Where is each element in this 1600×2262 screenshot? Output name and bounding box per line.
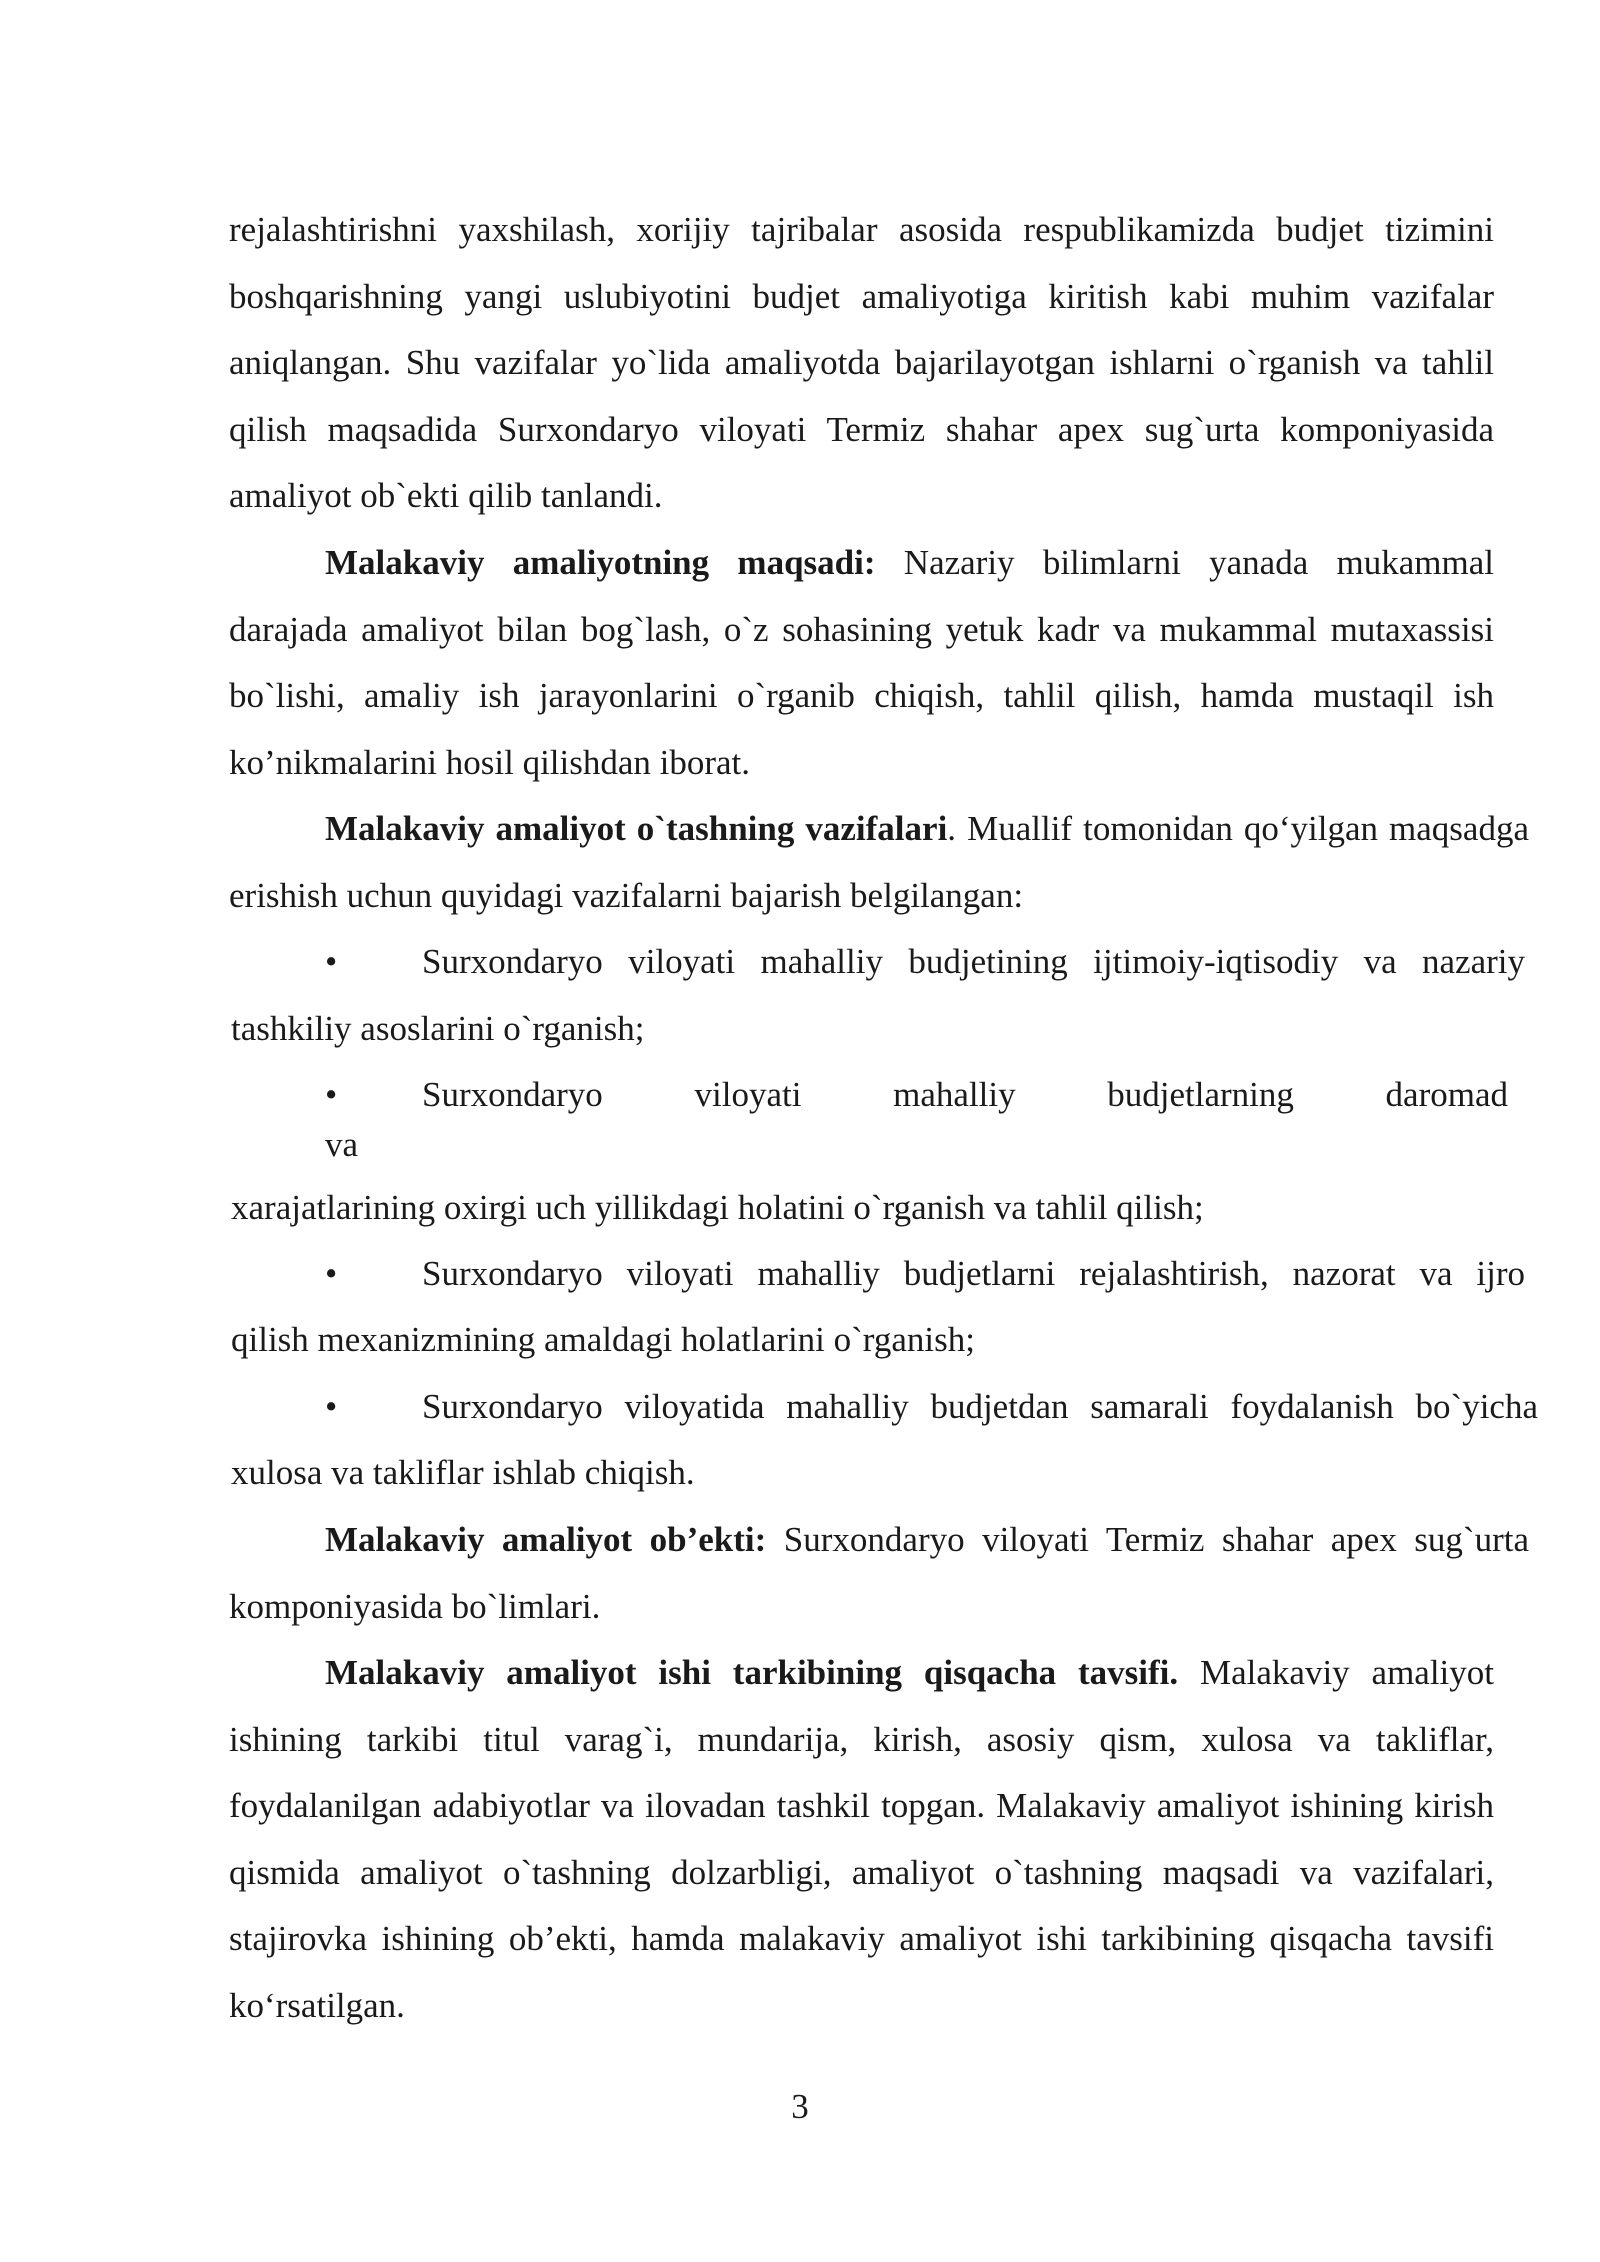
list-item-continuation: xulosa va takliflar ishlab chiqish.	[231, 1453, 695, 1492]
list-item-text: Surxondaryo viloyatida mahalliy budjetdan samarali foydalanish bo`yicha	[422, 1387, 1538, 1426]
object-text: Surxondaryo viloyati Termiz shahar apex sug`urta komponiyasida bo`limlari.	[229, 1520, 1529, 1626]
paragraph-structure	[229, 1640, 1494, 2039]
bullet-marker: •	[325, 1075, 338, 1114]
list-item	[325, 1241, 1525, 1308]
paragraph-tasks	[229, 796, 1529, 929]
tasks-heading: Malakaviy amaliyot o`tashning vazifalari	[325, 809, 948, 848]
page-number: 3	[791, 2087, 809, 2126]
list-item-continuation: tashkiliy asoslarini o`rganish;	[231, 1009, 645, 1048]
purpose-text: Nazariy bilimlarni yanada mukammal darajada amaliyot bilan bog`lash, o`z sohasining yetuk kadr va mukammal mutaxassisi bo`lishi, amaliy ish jarayonlarini o`rganib chiqish, tahlil qilish, hamda mustaqil ish ko’nikmalarini hosil qilishdan iborat.	[229, 543, 1494, 782]
bullet-marker: •	[325, 1254, 338, 1293]
paragraph-intro: rejalashtirishni yaxshilash, xorijiy tajribalar asosida respublikamizda budjet tizimini boshqarishning yangi uslubiyotini budjet amaliyotiga kiritish kabi muhim vazifalar aniqlangan. Shu vazifalar yo`lida amaliyotda bajarilayotgan ishlarni o`rganish va tahlil qilish maqsadida Surxondaryo viloyati Termiz shahar apex sug`urta komponiyasida amaliyot ob`ekti qilib tanlandi.	[229, 210, 1494, 515]
paragraph-object	[229, 1507, 1529, 1640]
list-item-wrap: va	[325, 1125, 359, 1164]
list-item-text: Surxondaryo viloyati mahalliy budjetlarning daromad	[422, 1075, 1508, 1114]
object-heading: Malakaviy amaliyot ob’ekti:	[325, 1520, 767, 1559]
bullet-marker: •	[325, 1387, 338, 1426]
list-item	[325, 1374, 1538, 1441]
tasks-text: . Muallif tomonidan qo‘yilgan maqsadga erishish uchun quyidagi vazifalarni bajarish belgilangan:	[229, 809, 1530, 915]
bullet-marker: •	[325, 942, 338, 981]
list-item-text: Surxondaryo viloyati mahalliy budjetining ijtimoiy-iqtisodiy va nazariy	[422, 942, 1525, 981]
list-item	[325, 929, 1525, 996]
list-item-text: Surxondaryo viloyati mahalliy budjetlarni rejalashtirish, nazorat va ijro	[422, 1254, 1525, 1293]
paragraph-purpose	[229, 530, 1494, 796]
structure-heading: Malakaviy amaliyot ishi tarkibining qisqacha tavsifi.	[325, 1653, 1179, 1692]
purpose-heading: Malakaviy amaliyotning maqsadi:	[325, 543, 876, 582]
structure-text: Malakaviy amaliyot ishining tarkibi titul varag`i, mundarija, kirish, asosiy qism, xulosa va takliflar, foydalanilgan adabiyotlar va ilovadan tashkil topgan. Malakaviy amaliyot ishining kirish qismida amaliyot o`tashning dolzarbligi, amaliyot o`tashning maqsadi va vazifalari, stajirovka ishining ob’ekti, hamda malakaviy amaliyot ishi tarkibining qisqacha tavsifi ko‘rsatilgan.	[229, 1653, 1495, 2025]
list-item-continuation: qilish mexanizmining amaldagi holatlarini o`rganish;	[231, 1320, 975, 1359]
list-item-continuation: xarajatlarining oxirgi uch yillikdagi holatini o`rganish va tahlil qilish;	[231, 1188, 1204, 1227]
